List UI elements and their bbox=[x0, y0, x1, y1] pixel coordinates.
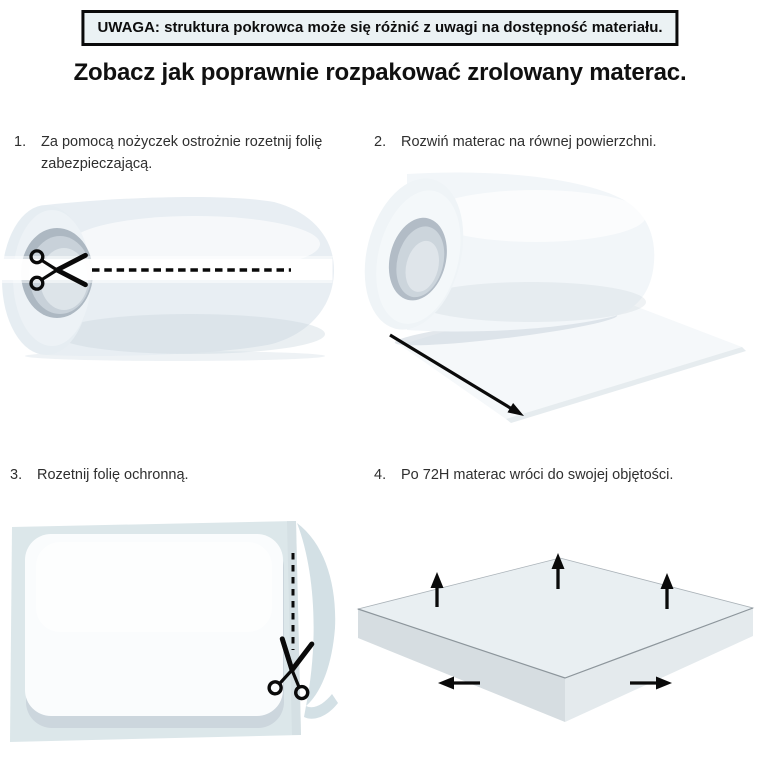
step-2-text: Rozwiń materac na równej powierzchni. bbox=[401, 134, 657, 150]
roll-body-shade bbox=[55, 314, 325, 354]
step-4-text: Po 72H materac wróci do swojej objętości. bbox=[401, 467, 674, 483]
step-3-text: Rozetnij folię ochronną. bbox=[37, 467, 189, 483]
step-4-caption bbox=[374, 464, 756, 486]
mattress-highlight bbox=[36, 542, 272, 632]
page-title: Zobacz jak poprawnie rozpakować zrolowany materac. bbox=[73, 59, 687, 86]
illustration-mattress-expanding bbox=[356, 532, 760, 758]
illustration-foil-cut bbox=[2, 510, 350, 756]
step-1-caption bbox=[14, 131, 334, 175]
step-1-number: 1. bbox=[14, 134, 27, 150]
notice-banner bbox=[81, 10, 678, 46]
illustration-rolled-mattress-cut bbox=[0, 186, 345, 364]
step-2-caption bbox=[374, 131, 754, 153]
step-4-number: 4. bbox=[374, 467, 387, 483]
cut-band-feather-bottom bbox=[2, 280, 333, 283]
step-3-number: 3. bbox=[10, 467, 23, 483]
notice-text: UWAGA: struktura pokrowca może się różnić z uwagi na dostępność materiału. bbox=[97, 19, 663, 36]
step-2-number: 2. bbox=[374, 134, 387, 150]
step-1-text: Za pomocą nożyczek ostrożnie rozetnij folię zabezpieczającą. bbox=[41, 134, 323, 172]
foil-flap bbox=[297, 523, 335, 706]
step-3-caption bbox=[10, 464, 350, 486]
illustration-mattress-unrolling bbox=[356, 164, 760, 424]
cut-band-feather-top bbox=[2, 256, 333, 259]
